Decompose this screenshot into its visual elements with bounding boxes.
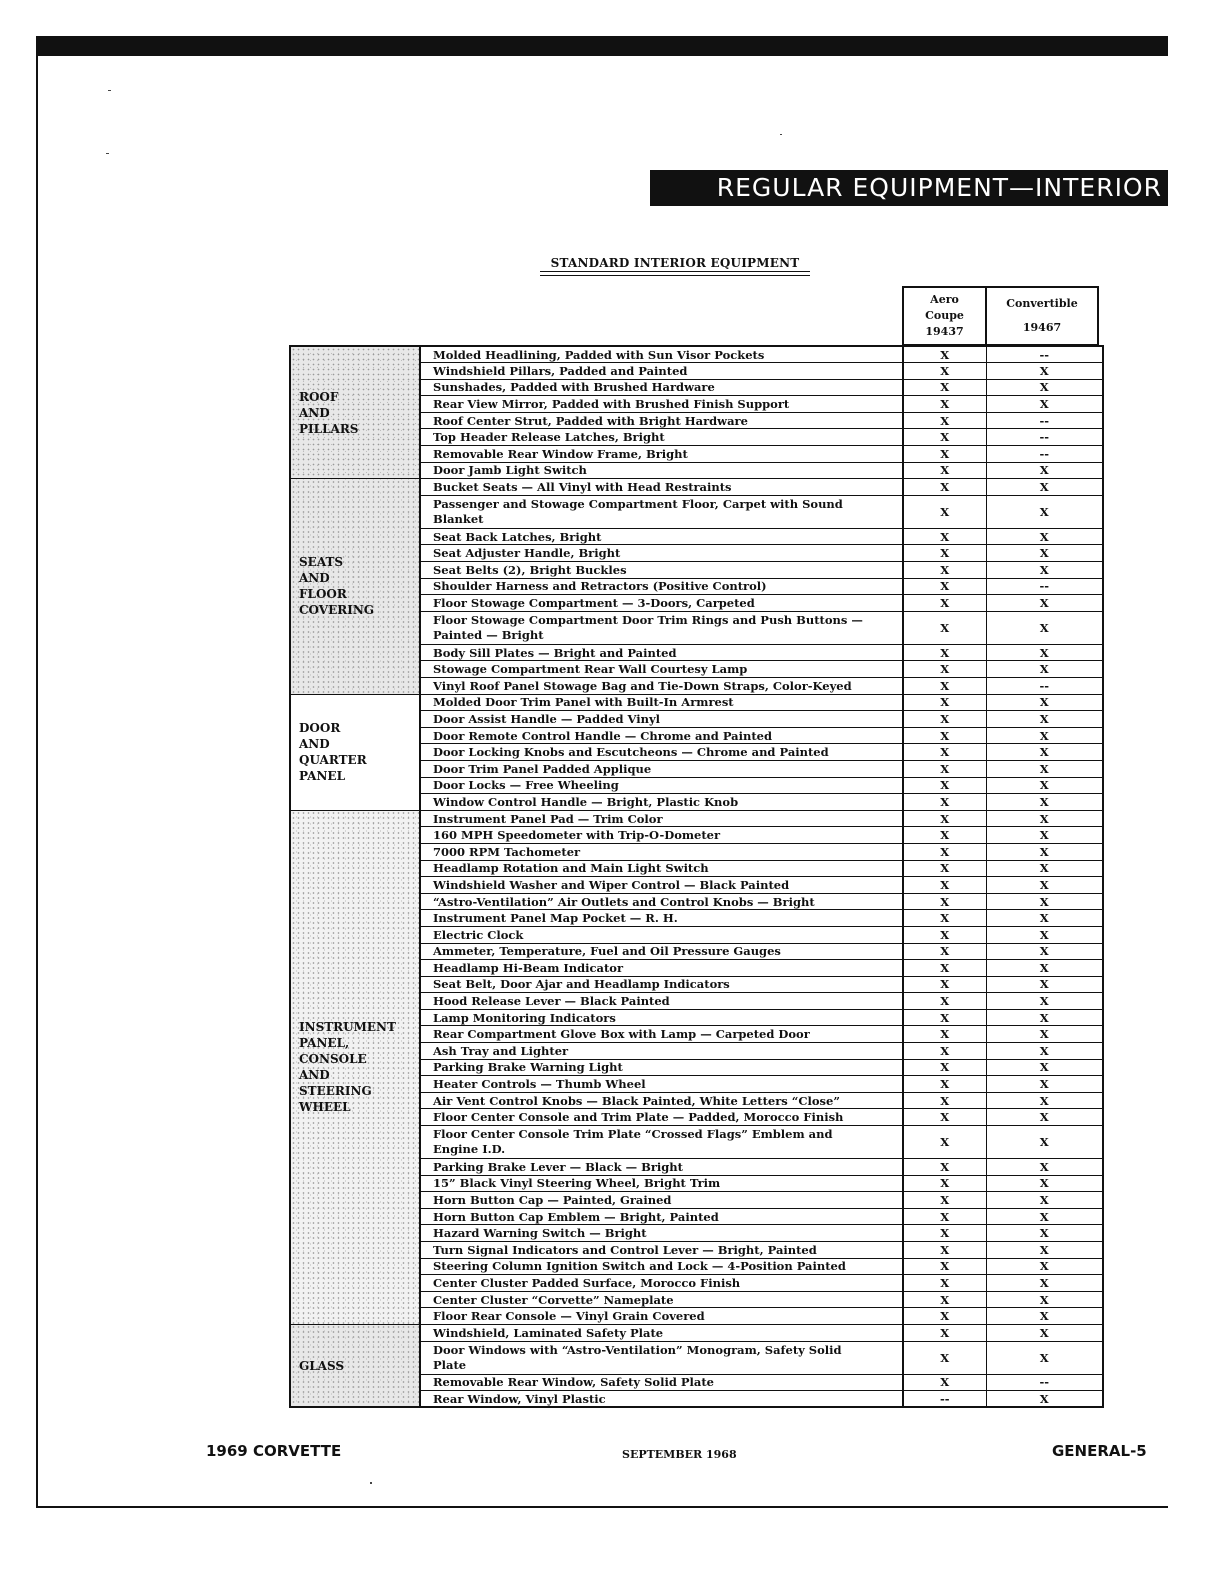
section-label-line: PANEL	[299, 769, 346, 784]
equipment-item: Center Cluster Padded Surface, Morocco Finish	[420, 1275, 903, 1292]
section-label-line: STEERING	[299, 1084, 372, 1099]
aero-coupe-mark: X	[903, 1291, 986, 1308]
equipment-item: Rear View Mirror, Padded with Brushed Finish Support	[420, 396, 903, 413]
convertible-mark: X	[986, 1059, 1103, 1076]
aero-coupe-mark: X	[903, 1092, 986, 1109]
equipment-item: Door Assist Handle — Padded Vinyl	[420, 711, 903, 728]
section-label-line: QUARTER	[299, 753, 367, 768]
aero-coupe-mark: X	[903, 711, 986, 728]
equipment-item: Lamp Monitoring Indicators	[420, 1009, 903, 1026]
equipment-item: Floor Stowage Compartment Door Trim Rings and Push Buttons — Painted — Bright	[420, 611, 903, 644]
table-row	[290, 1324, 1103, 1341]
section-label	[290, 479, 420, 694]
aero-coupe-mark: X	[903, 1225, 986, 1242]
equipment-item: Door Trim Panel Padded Applique	[420, 760, 903, 777]
aero-coupe-mark: X	[903, 462, 986, 479]
convertible-mark: X	[986, 893, 1103, 910]
convertible-mark: X	[986, 744, 1103, 761]
section-label	[290, 810, 420, 1324]
equipment-item: Windshield Washer and Wiper Control — Black Painted	[420, 877, 903, 894]
aero-coupe-mark: X	[903, 960, 986, 977]
convertible-mark: X	[986, 1175, 1103, 1192]
aero-coupe-mark: X	[903, 412, 986, 429]
convertible-mark: X	[986, 611, 1103, 644]
aero-coupe-mark: X	[903, 1341, 986, 1374]
aero-coupe-mark: X	[903, 363, 986, 380]
convertible-mark: X	[986, 1324, 1103, 1341]
convertible-mark: X	[986, 1291, 1103, 1308]
aero-coupe-mark: X	[903, 661, 986, 678]
equipment-item: Window Control Handle — Bright, Plastic Knob	[420, 794, 903, 811]
column-header-line: Coupe	[925, 309, 964, 322]
convertible-mark: X	[986, 562, 1103, 579]
aero-coupe-mark: X	[903, 1059, 986, 1076]
convertible-mark: X	[986, 1192, 1103, 1209]
equipment-item: Ammeter, Temperature, Fuel and Oil Pressure Gauges	[420, 943, 903, 960]
section-label-line: GLASS	[299, 1358, 345, 1373]
equipment-item: Shoulder Harness and Retractors (Positive Control)	[420, 578, 903, 595]
column-header-convertible	[985, 286, 1099, 346]
equipment-item: 160 MPH Speedometer with Trip-O-Dometer	[420, 827, 903, 844]
equipment-item: Door Locking Knobs and Escutcheons — Chrome and Painted	[420, 744, 903, 761]
convertible-mark: X	[986, 363, 1103, 380]
equipment-item: Seat Back Latches, Bright	[420, 528, 903, 545]
section-label-line: COVERING	[299, 603, 375, 618]
page-banner-title: REGULAR EQUIPMENT—INTERIOR	[650, 170, 1168, 206]
convertible-mark: X	[986, 1092, 1103, 1109]
convertible-mark: X	[986, 727, 1103, 744]
aero-coupe-mark: X	[903, 644, 986, 661]
column-header-line: 19437	[925, 325, 964, 338]
equipment-item: Passenger and Stowage Compartment Floor, Carpet with Sound Blanket	[420, 495, 903, 528]
section-label	[290, 1324, 420, 1407]
aero-coupe-mark: X	[903, 1026, 986, 1043]
footer-date: SEPTEMBER 1968	[622, 1448, 737, 1461]
equipment-item: 15” Black Vinyl Steering Wheel, Bright Trim	[420, 1175, 903, 1192]
table-row	[290, 810, 1103, 827]
convertible-mark: X	[986, 1308, 1103, 1325]
equipment-item: Hazard Warning Switch — Bright	[420, 1225, 903, 1242]
equipment-item: Floor Stowage Compartment — 3-Doors, Carpeted	[420, 595, 903, 612]
table-row	[290, 694, 1103, 711]
convertible-mark: --	[986, 429, 1103, 446]
aero-coupe-mark: X	[903, 794, 986, 811]
section-label-line: PILLARS	[299, 421, 359, 436]
equipment-item: Top Header Release Latches, Bright	[420, 429, 903, 446]
convertible-mark: X	[986, 711, 1103, 728]
equipment-item: Seat Adjuster Handle, Bright	[420, 545, 903, 562]
equipment-item: Parking Brake Warning Light	[420, 1059, 903, 1076]
convertible-mark: --	[986, 346, 1103, 363]
convertible-mark: X	[986, 379, 1103, 396]
aero-coupe-mark: X	[903, 1175, 986, 1192]
equipment-item: Center Cluster “Corvette” Nameplate	[420, 1291, 903, 1308]
equipment-item: Windshield, Laminated Safety Plate	[420, 1324, 903, 1341]
aero-coupe-mark: X	[903, 1208, 986, 1225]
convertible-mark: X	[986, 661, 1103, 678]
aero-coupe-mark: --	[903, 1391, 986, 1408]
bottom-border-rule	[36, 1506, 1168, 1508]
table-row	[290, 346, 1103, 363]
equipment-table	[289, 345, 1104, 1408]
aero-coupe-mark: X	[903, 843, 986, 860]
section-label-line: FLOOR	[299, 587, 347, 602]
equipment-item: Roof Center Strut, Padded with Bright Hardware	[420, 412, 903, 429]
equipment-item: 7000 RPM Tachometer	[420, 843, 903, 860]
aero-coupe-mark: X	[903, 1324, 986, 1341]
equipment-item: Molded Headlining, Padded with Sun Visor Pockets	[420, 346, 903, 363]
section-label-line: ROOF	[299, 389, 339, 404]
equipment-item: Horn Button Cap — Painted, Grained	[420, 1192, 903, 1209]
aero-coupe-mark: X	[903, 993, 986, 1010]
aero-coupe-mark: X	[903, 694, 986, 711]
convertible-mark: X	[986, 827, 1103, 844]
section-label-line: INSTRUMENT	[299, 1020, 396, 1035]
aero-coupe-mark: X	[903, 429, 986, 446]
convertible-mark: X	[986, 976, 1103, 993]
aero-coupe-mark: X	[903, 479, 986, 496]
equipment-item: Air Vent Control Knobs — Black Painted, White Letters “Close”	[420, 1092, 903, 1109]
equipment-item: Rear Window, Vinyl Plastic	[420, 1391, 903, 1408]
equipment-item: Seat Belts (2), Bright Buckles	[420, 562, 903, 579]
section-label-line: AND	[299, 571, 330, 586]
aero-coupe-mark: X	[903, 1242, 986, 1259]
equipment-item: Bucket Seats — All Vinyl with Head Restraints	[420, 479, 903, 496]
convertible-mark: X	[986, 1043, 1103, 1060]
aero-coupe-mark: X	[903, 578, 986, 595]
convertible-mark: X	[986, 495, 1103, 528]
aero-coupe-mark: X	[903, 1374, 986, 1391]
aero-coupe-mark: X	[903, 678, 986, 695]
equipment-item: Steering Column Ignition Switch and Lock — 4-Position Painted	[420, 1258, 903, 1275]
equipment-item: Electric Clock	[420, 926, 903, 943]
convertible-mark: --	[986, 578, 1103, 595]
equipment-item: Headlamp Hi-Beam Indicator	[420, 960, 903, 977]
column-header-line: Convertible	[1006, 297, 1078, 310]
aero-coupe-mark: X	[903, 346, 986, 363]
convertible-mark: X	[986, 1242, 1103, 1259]
convertible-mark: X	[986, 1076, 1103, 1093]
aero-coupe-mark: X	[903, 1109, 986, 1126]
aero-coupe-mark: X	[903, 827, 986, 844]
aero-coupe-mark: X	[903, 379, 986, 396]
scan-speck	[108, 90, 111, 91]
aero-coupe-mark: X	[903, 545, 986, 562]
equipment-item: Horn Button Cap Emblem — Bright, Painted	[420, 1208, 903, 1225]
equipment-item: Stowage Compartment Rear Wall Courtesy Lamp	[420, 661, 903, 678]
convertible-mark: X	[986, 1225, 1103, 1242]
convertible-mark: X	[986, 1341, 1103, 1374]
convertible-mark: X	[986, 794, 1103, 811]
aero-coupe-mark: X	[903, 877, 986, 894]
scan-speck	[106, 153, 109, 154]
convertible-mark: X	[986, 396, 1103, 413]
section-label-line: DOOR	[299, 721, 341, 736]
aero-coupe-mark: X	[903, 562, 986, 579]
aero-coupe-mark: X	[903, 495, 986, 528]
aero-coupe-mark: X	[903, 810, 986, 827]
section-label	[290, 694, 420, 810]
equipment-item: Door Locks — Free Wheeling	[420, 777, 903, 794]
aero-coupe-mark: X	[903, 926, 986, 943]
aero-coupe-mark: X	[903, 1009, 986, 1026]
aero-coupe-mark: X	[903, 777, 986, 794]
top-border-bar	[36, 36, 1168, 56]
convertible-mark: X	[986, 1208, 1103, 1225]
aero-coupe-mark: X	[903, 1043, 986, 1060]
equipment-item: Windshield Pillars, Padded and Painted	[420, 363, 903, 380]
equipment-item: Floor Center Console Trim Plate “Crossed Flags” Emblem and Engine I.D.	[420, 1126, 903, 1159]
convertible-mark: X	[986, 910, 1103, 927]
title-underline	[540, 271, 810, 272]
aero-coupe-mark: X	[903, 1275, 986, 1292]
section-label-line: AND	[299, 1068, 330, 1083]
convertible-mark: X	[986, 777, 1103, 794]
table-title-text: STANDARD INTERIOR EQUIPMENT	[550, 256, 800, 270]
equipment-item: Instrument Panel Map Pocket — R. H.	[420, 910, 903, 927]
convertible-mark: X	[986, 843, 1103, 860]
section-label-line: CONSOLE	[299, 1052, 367, 1067]
table-row	[290, 479, 1103, 496]
column-header-line: 19467	[1022, 321, 1062, 334]
left-border-rule	[36, 56, 38, 1508]
footer-page-number: GENERAL-5	[1052, 1442, 1147, 1460]
convertible-mark: X	[986, 1391, 1103, 1408]
aero-coupe-mark: X	[903, 396, 986, 413]
convertible-mark: X	[986, 1026, 1103, 1043]
equipment-item: Removable Rear Window, Safety Solid Plate	[420, 1374, 903, 1391]
aero-coupe-mark: X	[903, 727, 986, 744]
convertible-mark: X	[986, 644, 1103, 661]
column-header-line: Aero	[930, 293, 959, 306]
convertible-mark: X	[986, 462, 1103, 479]
equipment-item: Floor Rear Console — Vinyl Grain Covered	[420, 1308, 903, 1325]
aero-coupe-mark: X	[903, 1076, 986, 1093]
aero-coupe-mark: X	[903, 1159, 986, 1176]
section-label-line: SEATS	[299, 555, 344, 570]
convertible-mark: X	[986, 694, 1103, 711]
convertible-mark: X	[986, 1126, 1103, 1159]
aero-coupe-mark: X	[903, 760, 986, 777]
convertible-mark: X	[986, 860, 1103, 877]
equipment-item: Headlamp Rotation and Main Light Switch	[420, 860, 903, 877]
convertible-mark: --	[986, 412, 1103, 429]
aero-coupe-mark: X	[903, 910, 986, 927]
section-label-line: AND	[299, 405, 330, 420]
convertible-mark: X	[986, 1258, 1103, 1275]
scan-speck	[370, 1482, 372, 1484]
convertible-mark: X	[986, 595, 1103, 612]
convertible-mark: --	[986, 678, 1103, 695]
equipment-item: Sunshades, Padded with Brushed Hardware	[420, 379, 903, 396]
equipment-item: Molded Door Trim Panel with Built-In Armrest	[420, 694, 903, 711]
convertible-mark: X	[986, 943, 1103, 960]
aero-coupe-mark: X	[903, 595, 986, 612]
aero-coupe-mark: X	[903, 611, 986, 644]
equipment-item: Heater Controls — Thumb Wheel	[420, 1076, 903, 1093]
convertible-mark: X	[986, 810, 1103, 827]
convertible-mark: --	[986, 446, 1103, 463]
equipment-item: Parking Brake Lever — Black — Bright	[420, 1159, 903, 1176]
aero-coupe-mark: X	[903, 1126, 986, 1159]
equipment-item: Door Remote Control Handle — Chrome and Painted	[420, 727, 903, 744]
equipment-item: Ash Tray and Lighter	[420, 1043, 903, 1060]
aero-coupe-mark: X	[903, 976, 986, 993]
equipment-item: Turn Signal Indicators and Control Lever — Bright, Painted	[420, 1242, 903, 1259]
convertible-mark: X	[986, 760, 1103, 777]
convertible-mark: X	[986, 926, 1103, 943]
aero-coupe-mark: X	[903, 744, 986, 761]
equipment-item: Floor Center Console and Trim Plate — Padded, Morocco Finish	[420, 1109, 903, 1126]
section-label	[290, 346, 420, 479]
convertible-mark: --	[986, 1374, 1103, 1391]
equipment-item: Removable Rear Window Frame, Bright	[420, 446, 903, 463]
aero-coupe-mark: X	[903, 1308, 986, 1325]
aero-coupe-mark: X	[903, 943, 986, 960]
footer-model: 1969 CORVETTE	[206, 1442, 342, 1460]
aero-coupe-mark: X	[903, 1192, 986, 1209]
section-label-line: AND	[299, 737, 330, 752]
convertible-mark: X	[986, 1109, 1103, 1126]
equipment-item: “Astro-Ventilation” Air Outlets and Control Knobs — Bright	[420, 893, 903, 910]
section-label-line: WHEEL	[299, 1100, 351, 1115]
aero-coupe-mark: X	[903, 893, 986, 910]
title-underline	[540, 275, 810, 276]
scan-speck	[780, 134, 782, 135]
convertible-mark: X	[986, 479, 1103, 496]
convertible-mark: X	[986, 545, 1103, 562]
table-title	[540, 256, 810, 270]
convertible-mark: X	[986, 1275, 1103, 1292]
equipment-item: Door Windows with “Astro-Ventilation” Monogram, Safety Solid Plate	[420, 1341, 903, 1374]
equipment-item: Hood Release Lever — Black Painted	[420, 993, 903, 1010]
convertible-mark: X	[986, 877, 1103, 894]
convertible-mark: X	[986, 993, 1103, 1010]
aero-coupe-mark: X	[903, 446, 986, 463]
column-header-aero-coupe	[902, 286, 986, 346]
equipment-item: Door Jamb Light Switch	[420, 462, 903, 479]
aero-coupe-mark: X	[903, 860, 986, 877]
aero-coupe-mark: X	[903, 1258, 986, 1275]
convertible-mark: X	[986, 960, 1103, 977]
section-label-line: PANEL,	[299, 1036, 350, 1051]
convertible-mark: X	[986, 1159, 1103, 1176]
aero-coupe-mark: X	[903, 528, 986, 545]
equipment-item: Instrument Panel Pad — Trim Color	[420, 810, 903, 827]
equipment-item: Body Sill Plates — Bright and Painted	[420, 644, 903, 661]
convertible-mark: X	[986, 1009, 1103, 1026]
equipment-item: Rear Compartment Glove Box with Lamp — Carpeted Door	[420, 1026, 903, 1043]
convertible-mark: X	[986, 528, 1103, 545]
equipment-item: Vinyl Roof Panel Stowage Bag and Tie-Down Straps, Color-Keyed	[420, 678, 903, 695]
equipment-item: Seat Belt, Door Ajar and Headlamp Indicators	[420, 976, 903, 993]
